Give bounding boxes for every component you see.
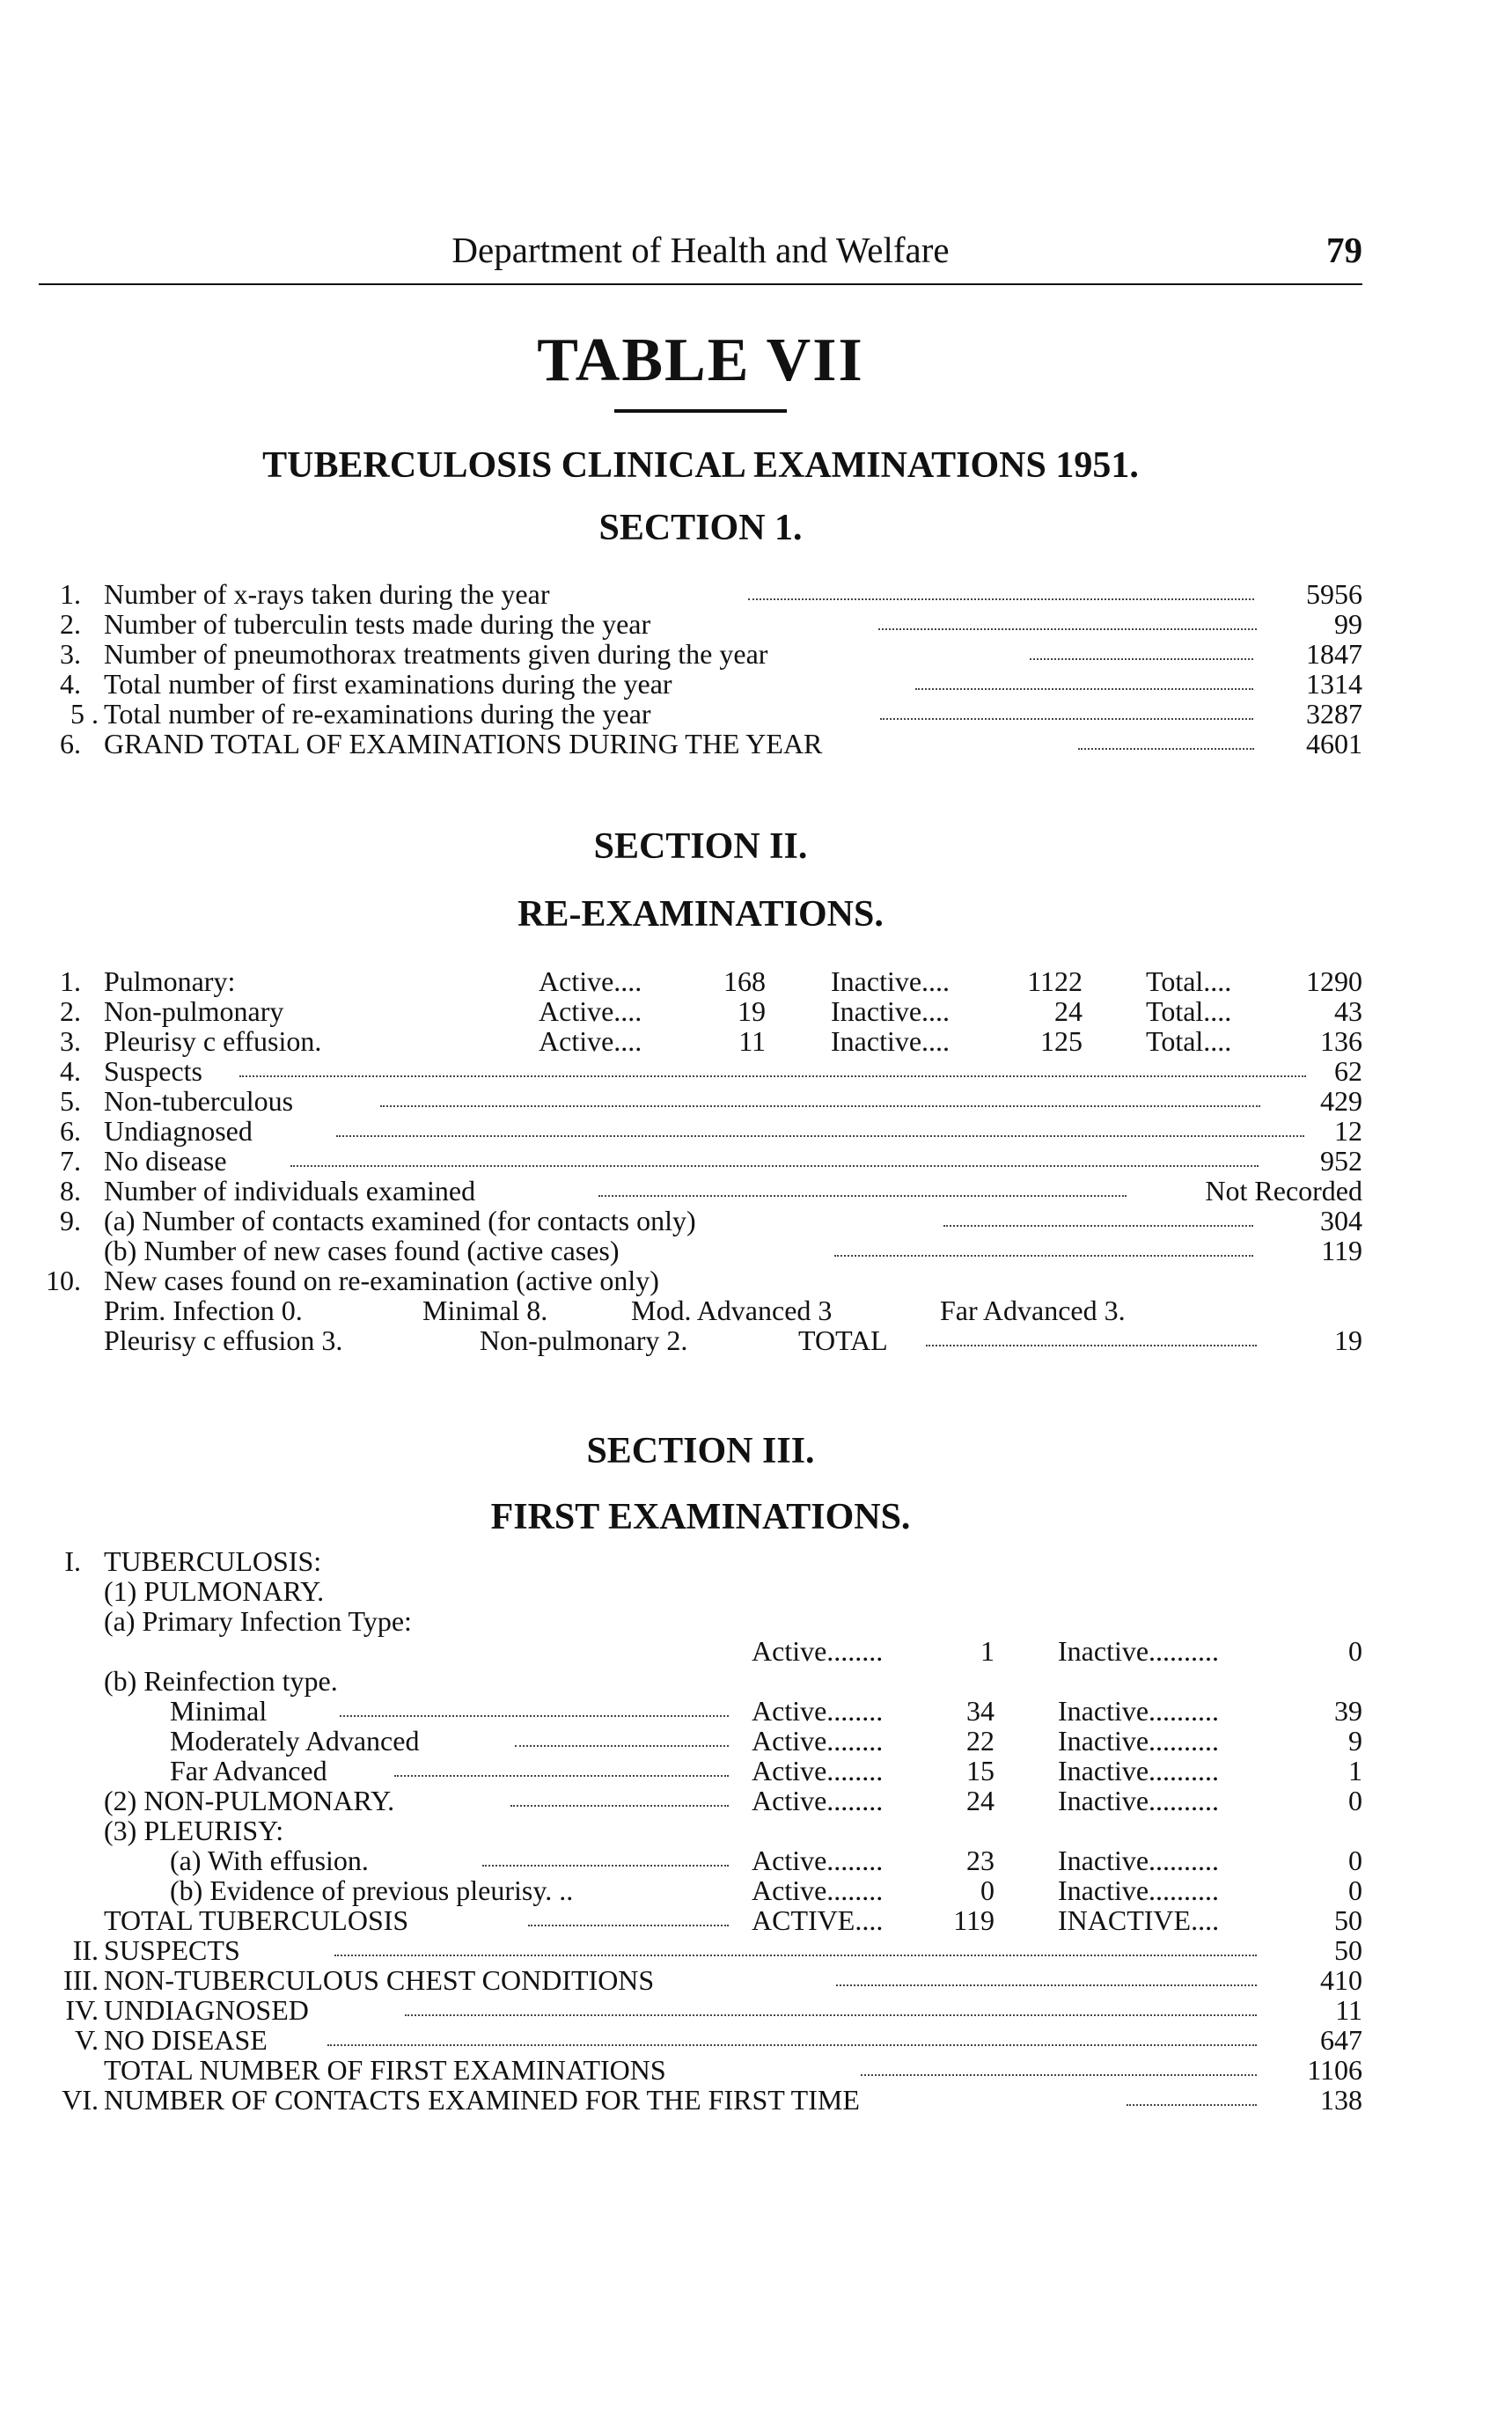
new-cases-row [0,1265,1512,1295]
breakdown-far: Far Advanced 3. [940,1295,1126,1326]
row-value: 99 [1334,608,1362,640]
row-label: Minimal [170,1695,268,1727]
dot-leader [334,1955,1257,1956]
dot-leader [1078,748,1254,750]
running-head-title: Department of Health and Welfare [451,230,950,270]
row-label: Pleurisy c effusion. [104,1025,322,1057]
dot-leader [327,2044,1257,2046]
inactive-value: 0 [1348,1874,1362,1906]
active-value: 168 [723,965,766,997]
breakdown-minimal: Minimal 8. [422,1295,548,1326]
row-number: 7. [60,1145,81,1177]
row-number: 1. [60,578,81,610]
row-label: GRAND TOTAL OF EXAMINATIONS DURING THE YEAR [104,728,823,759]
inactive-value: 0 [1348,1635,1362,1667]
row-value: 50 [1334,1934,1362,1966]
section3-row [0,2055,1512,2085]
active-value: 0 [980,1874,995,1906]
inactive-value: 1122 [1027,965,1083,997]
active-label: Active.... [539,995,642,1027]
section1-row [0,579,1512,609]
row-label: Number of individuals examined [104,1175,476,1207]
row-label: Non-pulmonary [104,995,284,1027]
primary-heading [0,1606,1512,1636]
dot-leader [394,1775,729,1777]
contacts-row-b [0,1236,1512,1265]
inactive-label: Inactive.... [831,995,951,1027]
active-value: 11 [738,1025,766,1057]
total-label: Total.... [1146,1025,1232,1057]
section2-status-row [0,1026,1512,1056]
inactive-value: 125 [1040,1025,1083,1057]
row-label: NO DISEASE [104,2024,268,2056]
section3-heading: SECTION III. [586,1431,815,1471]
section2-row [0,1086,1512,1116]
row-value: 11 [1335,1994,1362,2026]
active-value: 23 [966,1845,995,1876]
dot-leader [405,2014,1257,2016]
row-label: (a) Number of contacts examined (for contacts only) [104,1205,696,1236]
row-number: 2. [60,995,81,1027]
row-value: 1106 [1307,2054,1362,2086]
section2-status-row [0,966,1512,996]
reinfection-row [0,1756,1512,1786]
dot-leader [482,1865,729,1867]
section1-heading: SECTION 1. [598,508,803,548]
inactive-value: 50 [1334,1904,1362,1936]
active-value: 34 [966,1695,995,1727]
row-number: 6. [60,1115,81,1147]
reinfection-row [0,1696,1512,1726]
inactive-label: Inactive.......... [1058,1725,1220,1757]
section2-heading: SECTION II. [593,826,808,867]
row-number: 5 . [70,698,99,730]
active-label: Active........ [752,1755,884,1786]
pulmonary-heading [0,1576,1512,1606]
new-cases-total [0,1325,1512,1355]
breakdown-mod: Mod. Advanced 3 [631,1295,833,1326]
section1-row [0,639,1512,669]
row-value: 3287 [1306,698,1362,730]
row-label: (2) NON-PULMONARY. [104,1785,395,1816]
active-label: Active.... [539,1025,642,1057]
row-number: VI. [62,2084,99,2116]
dot-leader [748,598,1254,600]
dot-leader [290,1165,1259,1167]
row-number: 3. [60,1025,81,1057]
pleurisy-heading [0,1815,1512,1845]
section3-subheading: FIRST EXAMINATIONS. [490,1497,911,1537]
inactive-value: 0 [1348,1845,1362,1876]
row-number: V. [75,2024,99,2056]
active-value: 119 [953,1904,995,1936]
inactive-label: Inactive.......... [1058,1695,1220,1727]
section1-row [0,609,1512,639]
tuberculosis-heading [0,1546,1512,1576]
row-label: Moderately Advanced [170,1725,420,1757]
row-number: 6. [60,728,81,759]
breakdown-prim: Prim. Infection 0. [104,1295,303,1326]
row-number: 10. [46,1265,81,1296]
inactive-value: 39 [1334,1695,1362,1727]
section2-row [0,1116,1512,1146]
row-label: Total number of re-examinations during the year [104,698,651,730]
row-value: 304 [1320,1205,1362,1236]
non-pulmonary-row [0,1786,1512,1815]
row-label: Number of pneumothorax treatments given during the year [104,638,768,670]
row-number: IV. [65,1994,99,2026]
dot-leader [515,1745,729,1747]
header-rule [39,283,1362,285]
title-rule [614,409,787,413]
total-value: 1290 [1306,965,1362,997]
active-label: Active........ [752,1635,884,1667]
row-value: 410 [1320,1964,1362,1996]
row-number: 4. [60,668,81,700]
active-value: 22 [966,1725,995,1757]
dot-leader [836,1984,1257,1986]
row-label: Far Advanced [170,1755,327,1786]
dot-leader [239,1075,1306,1077]
inactive-label: Inactive.......... [1058,1785,1220,1816]
row-value: 119 [1321,1235,1362,1266]
row-number: 2. [60,608,81,640]
row-label: Number of x-rays taken during the year [104,578,550,610]
dot-leader [880,718,1253,720]
row-value: 5956 [1306,578,1362,610]
section3-row [0,1935,1512,1965]
row-value: 62 [1334,1055,1362,1087]
row-label: Pulmonary: [104,965,236,997]
total-label: TOTAL [798,1324,888,1356]
running-head [39,229,1362,275]
row-number: III. [63,1964,99,1996]
section3-row [0,1995,1512,2025]
inactive-label: INACTIVE.... [1058,1904,1220,1936]
table-title: TABLE VII [537,326,864,394]
dot-leader [834,1255,1253,1257]
inactive-label: Inactive.... [831,1025,951,1057]
dot-leader [380,1105,1260,1107]
dot-leader [598,1195,1127,1197]
row-number: 5. [60,1085,81,1117]
row-label: Suspects [104,1055,202,1087]
active-label: ACTIVE.... [752,1904,884,1936]
active-label: Active........ [752,1845,884,1876]
section2-subheading: RE-EXAMINATIONS. [517,894,884,935]
active-value: 24 [966,1785,995,1816]
row-label: UNDIAGNOSED [104,1994,309,2026]
total-tuberculosis-row [0,1905,1512,1935]
dot-leader [943,1225,1253,1227]
total-label: Total.... [1146,995,1232,1027]
section2-status-row [0,996,1512,1026]
row-value: 952 [1320,1145,1362,1177]
dot-leader [1030,658,1253,660]
row-label: (b) Number of new cases found (active cases) [104,1235,620,1266]
row-value: Not Recorded [1205,1175,1362,1207]
section1-row [0,699,1512,729]
page-number: 79 [1326,230,1362,270]
section1-row [0,729,1512,759]
new-cases-breakdown [0,1295,1512,1325]
row-label: TOTAL TUBERCULOSIS [104,1904,409,1936]
dot-leader [926,1345,1257,1346]
dot-leader [528,1925,729,1926]
section1-row [0,669,1512,699]
primary-row [0,1636,1512,1666]
section2-row [0,1146,1512,1176]
row-value: 19 [1334,1324,1362,1356]
row-number: 3. [60,638,81,670]
row-number: II. [72,1934,99,1966]
row-value: 4601 [1306,728,1362,759]
inactive-value: 1 [1348,1755,1362,1786]
row-value: 647 [1320,2024,1362,2056]
row-label: Undiagnosed [104,1115,253,1147]
inactive-label: Inactive.......... [1058,1874,1220,1906]
inactive-label: Inactive.......... [1058,1845,1220,1876]
active-value: 15 [966,1755,995,1786]
dot-leader [878,628,1257,630]
inactive-label: Inactive.......... [1058,1755,1220,1786]
active-label: Active........ [752,1695,884,1727]
dot-leader [336,1135,1304,1137]
reinfection-heading [0,1666,1512,1696]
row-label: (3) PLEURISY: [104,1815,284,1846]
row-label: No disease [104,1145,227,1177]
contacts-row-a [0,1206,1512,1236]
row-label: Non-tuberculous [104,1085,294,1117]
total-label: Total.... [1146,965,1232,997]
row-label: NUMBER OF CONTACTS EXAMINED FOR THE FIRST TIME [104,2084,860,2116]
inactive-value: 24 [1054,995,1083,1027]
row-number: 4. [60,1055,81,1087]
active-label: Active.... [539,965,642,997]
inactive-label: Inactive.......... [1058,1635,1220,1667]
active-label: Active........ [752,1874,884,1906]
reinfection-row [0,1726,1512,1756]
breakdown-nonpulmonary: Non-pulmonary 2. [480,1324,688,1356]
inactive-value: 0 [1348,1785,1362,1816]
row-label: SUSPECTS [104,1934,240,1966]
section3-row [0,2025,1512,2055]
row-value: 1847 [1306,638,1362,670]
inactive-value: 9 [1348,1725,1362,1757]
active-value: 19 [738,995,766,1027]
row-label: (1) PULMONARY. [104,1575,325,1607]
table-subtitle: TUBERCULOSIS CLINICAL EXAMINATIONS 1951. [262,445,1139,486]
row-label: (b) Evidence of previous pleurisy. .. [170,1874,574,1906]
dot-leader [861,2074,1257,2076]
row-number: 1. [60,965,81,997]
row-number: I. [64,1545,81,1577]
row-value: 429 [1320,1085,1362,1117]
pleurisy-row [0,1845,1512,1875]
breakdown-pleurisy: Pleurisy c effusion 3. [104,1324,343,1356]
dot-leader [510,1805,729,1807]
active-value: 1 [980,1635,995,1667]
section2-row [0,1056,1512,1086]
row-label: (a) Primary Infection Type: [104,1605,412,1637]
total-value: 136 [1320,1025,1362,1057]
dot-leader [1127,2104,1257,2106]
row-label: New cases found on re-examination (active only) [104,1265,659,1296]
section3-row [0,2085,1512,2115]
active-label: Active........ [752,1785,884,1816]
row-label: (b) Reinfection type. [104,1665,338,1697]
row-number: 9. [60,1205,81,1236]
active-label: Active........ [752,1725,884,1757]
row-value: 1314 [1306,668,1362,700]
row-label: Number of tuberculin tests made during the year [104,608,651,640]
row-value: 12 [1334,1115,1362,1147]
row-label: (a) With effusion. [170,1845,369,1876]
row-label: TUBERCULOSIS: [104,1545,322,1577]
row-number: 8. [60,1175,81,1207]
row-label: NON-TUBERCULOUS CHEST CONDITIONS [104,1964,655,1996]
dot-leader [915,688,1253,690]
inactive-label: Inactive.... [831,965,951,997]
section2-row [0,1176,1512,1206]
row-value: 138 [1320,2084,1362,2116]
section3-row [0,1965,1512,1995]
row-label: TOTAL NUMBER OF FIRST EXAMINATIONS [104,2054,666,2086]
total-value: 43 [1334,995,1362,1027]
pleurisy-row [0,1875,1512,1905]
dot-leader [340,1715,729,1717]
row-label: Total number of first examinations during the year [104,668,672,700]
